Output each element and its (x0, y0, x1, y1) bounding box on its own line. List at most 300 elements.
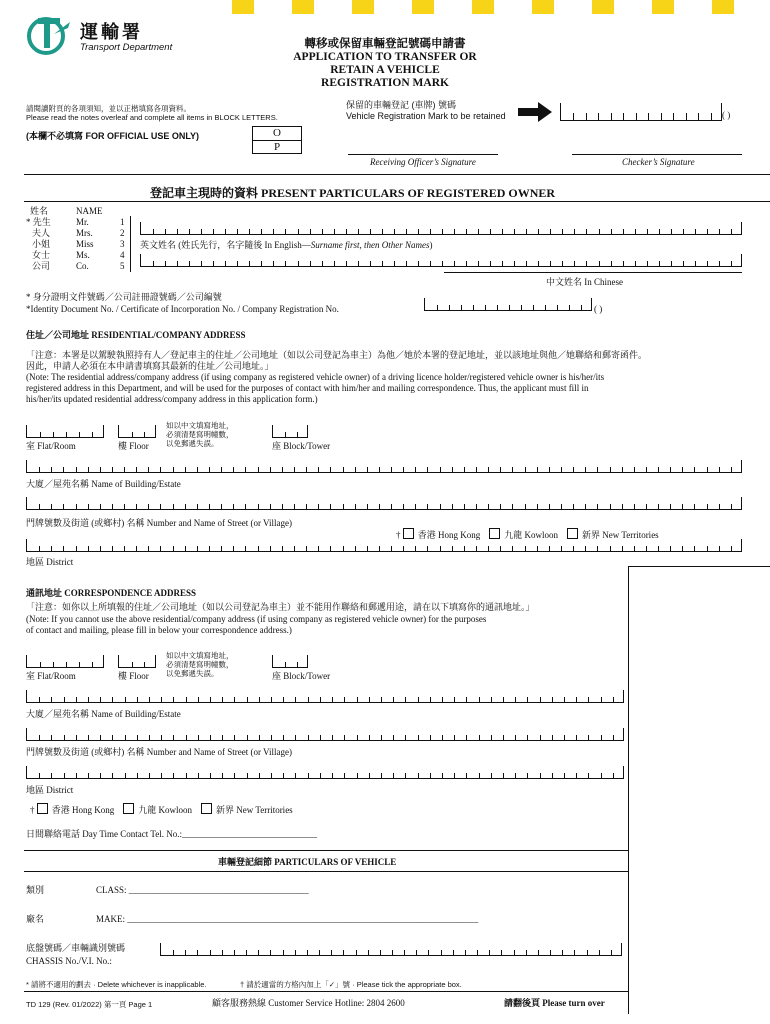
cell-tick (658, 504, 659, 509)
cell-tick (415, 504, 416, 509)
cell-tick (601, 773, 602, 778)
cell-tick (731, 229, 732, 234)
cell-tick (514, 229, 515, 234)
cell-tick (479, 773, 480, 778)
cell-tick (623, 113, 624, 120)
cell-tick (661, 113, 662, 120)
cell-tick (647, 229, 648, 234)
cell-tick (478, 229, 479, 234)
cell-tick (588, 735, 589, 740)
receiving-signature-line[interactable] (348, 154, 498, 155)
cell-tick (298, 229, 299, 234)
title-en[interactable]: Co. (76, 261, 89, 271)
cell-tick (234, 697, 235, 702)
cell-tick (719, 467, 720, 472)
cell-tick (585, 467, 586, 472)
cell-tick (173, 773, 174, 778)
cell-tick (222, 950, 223, 955)
official-use-box (252, 126, 302, 154)
cor-kowloon-label: 九龍 Kowloon (138, 805, 192, 815)
cell-tick (88, 773, 89, 778)
cell-tick (442, 229, 443, 234)
cell-tick (367, 546, 368, 551)
cell-tick (381, 697, 382, 702)
owner-heading-rule (24, 201, 770, 202)
cell-tick (646, 546, 647, 551)
cell-tick (403, 504, 404, 509)
cell-tick (694, 467, 695, 472)
cell-tick (39, 697, 40, 702)
cell-tick (599, 261, 600, 266)
cell-tick (282, 546, 283, 551)
cell-tick (369, 697, 370, 702)
cell-tick (634, 467, 635, 472)
cell-tick (173, 697, 174, 702)
cell-tick (318, 546, 319, 551)
cell-tick (538, 229, 539, 234)
cell-tick (234, 735, 235, 740)
cell-tick (39, 735, 40, 740)
checkbox-icon[interactable] (37, 803, 48, 814)
cell-tick (285, 261, 286, 266)
cell-tick (719, 546, 720, 551)
contact-tel-field[interactable]: 日間聯絡電話 Day Time Contact Tel. No.:______________________________ (26, 829, 317, 839)
cell-tick (501, 950, 502, 955)
cell-tick (707, 467, 708, 472)
cell-tick (225, 229, 226, 234)
cell-tick (464, 467, 465, 472)
cell-tick (88, 467, 89, 472)
checker-signature-line[interactable] (572, 154, 742, 155)
top-stripe (472, 0, 494, 14)
cell-tick (63, 467, 64, 472)
cell-tick (144, 662, 145, 667)
cell-tick (514, 261, 515, 266)
class-input[interactable]: CLASS: ________________________________________ (96, 885, 309, 895)
cell-tick (308, 697, 309, 702)
cell-tick (442, 697, 443, 702)
cell-tick (343, 504, 344, 509)
cell-tick (64, 697, 65, 702)
cell-tick (613, 697, 614, 702)
cell-tick (588, 773, 589, 778)
top-stripe (532, 0, 554, 14)
cell-tick (521, 305, 522, 310)
cell-tick (370, 229, 371, 234)
cell-tick (310, 229, 311, 234)
cell-tick (569, 305, 570, 310)
cell-tick (564, 773, 565, 778)
cell-tick (112, 467, 113, 472)
cell-tick (599, 950, 600, 955)
title-en[interactable]: Mr. (76, 217, 89, 227)
class-label-zh: 類別 (26, 885, 45, 895)
correspondence-note-en2: of contact and mailing, please fill in below your correspondence address.) (26, 625, 292, 635)
correspondence-note-zh: 「注意：如你以上所填報的住址／公司地址（如以公司登記為車主）並不能用作聯絡和郵遞用途，請在以下填寫你的通訊地址。」 (26, 602, 535, 612)
cell-tick (124, 546, 125, 551)
res-street-label: 門牌號數及街道 (或鄉村) 名稱 Number and Name of Street (or Village) (26, 518, 292, 528)
cell-tick (549, 467, 550, 472)
cell-tick (573, 467, 574, 472)
cell-tick (64, 735, 65, 740)
title-bracket (130, 216, 131, 272)
cell-tick (213, 229, 214, 234)
checkbox-icon[interactable] (489, 528, 500, 539)
checkbox-icon[interactable] (403, 528, 414, 539)
right-frame-top (628, 566, 770, 567)
cell-tick (53, 662, 54, 667)
cor-hint3: 以免郵遞失誤。 (166, 669, 219, 678)
cell-tick (185, 467, 186, 472)
cell-tick (698, 113, 699, 120)
cell-tick (112, 773, 113, 778)
cell-tick (658, 546, 659, 551)
cell-tick (610, 467, 611, 472)
cell-tick (502, 261, 503, 266)
top-stripe (412, 0, 434, 14)
res-street-input[interactable] (26, 497, 742, 510)
cell-tick (234, 773, 235, 778)
cell-tick (427, 546, 428, 551)
checkbox-icon[interactable] (567, 528, 578, 539)
cell-tick (491, 773, 492, 778)
cell-tick (711, 113, 712, 120)
title-zh: 轉移或保留車輛登記號碼申請書 (304, 38, 466, 50)
cell-tick (574, 229, 575, 234)
cell-tick (562, 229, 563, 234)
title-option (26, 250, 125, 261)
cor-floor-label: 樓 Floor (118, 671, 149, 681)
cor-hk-label: 香港 Hong Kong (51, 805, 115, 815)
cell-tick (479, 735, 480, 740)
cell-tick (197, 950, 198, 955)
cell-tick (394, 229, 395, 234)
footer-turn-over: 請翻後頁 Please turn over (504, 998, 605, 1008)
cell-tick (222, 773, 223, 778)
cell-tick (53, 432, 54, 437)
cor-district-input[interactable] (26, 766, 624, 779)
cell-tick (369, 773, 370, 778)
cell-tick (271, 773, 272, 778)
cell-tick (173, 950, 174, 955)
cell-tick (611, 113, 612, 120)
checkbox-icon[interactable] (201, 803, 212, 814)
make-input[interactable]: MAKE: ______________________________________________________________________________ (96, 914, 479, 924)
chinese-name-line[interactable] (444, 272, 742, 273)
cell-tick (149, 773, 150, 778)
cell-tick (418, 735, 419, 740)
cell-tick (261, 261, 262, 266)
english-name-input-row2[interactable] (140, 254, 742, 267)
cell-tick (491, 697, 492, 702)
cell-tick (112, 546, 113, 551)
cell-tick (209, 546, 210, 551)
cell-tick (160, 546, 161, 551)
cell-tick (233, 546, 234, 551)
cell-tick (557, 305, 558, 310)
title-en-line3: REGISTRATION MARK (321, 77, 449, 89)
cell-tick (283, 773, 284, 778)
cell-tick (454, 697, 455, 702)
instructions-zh: 請閱讀附頁的各項須知，並以正楷填寫各項資料。 (26, 104, 191, 113)
cell-tick (464, 504, 465, 509)
cor-hk-option[interactable] (37, 805, 115, 815)
cell-tick (320, 697, 321, 702)
cor-floor-input[interactable] (118, 655, 156, 668)
identity-number-input[interactable] (424, 298, 592, 311)
footer-rule (24, 991, 628, 992)
cell-tick (561, 504, 562, 509)
title-zh: 公司 (32, 261, 51, 271)
cell-tick (415, 467, 416, 472)
cell-tick (476, 467, 477, 472)
cell-tick (318, 467, 319, 472)
cell-tick (306, 504, 307, 509)
cell-tick (343, 467, 344, 472)
cell-tick (552, 735, 553, 740)
cell-tick (100, 735, 101, 740)
top-stripe (292, 0, 314, 14)
cell-tick (92, 662, 93, 667)
cell-tick (382, 261, 383, 266)
cell-tick (308, 773, 309, 778)
cell-tick (370, 261, 371, 266)
cell-tick (344, 773, 345, 778)
cell-tick (465, 950, 466, 955)
cell-tick (259, 735, 260, 740)
correspondence-heading: 通訊地址 CORRESPONDENCE ADDRESS (26, 588, 197, 598)
cell-tick (258, 950, 259, 955)
title-en[interactable]: Ms. (76, 250, 90, 260)
title-num: 5 (120, 261, 125, 271)
cell-tick (198, 773, 199, 778)
cell-tick (112, 697, 113, 702)
cell-tick (533, 305, 534, 310)
res-block-input[interactable] (272, 425, 308, 438)
top-stripe (352, 0, 374, 14)
cell-tick (161, 773, 162, 778)
cell-tick (160, 504, 161, 509)
cell-tick (273, 229, 274, 234)
cell-tick (500, 546, 501, 551)
cell-tick (403, 467, 404, 472)
cell-tick (393, 773, 394, 778)
cell-tick (222, 735, 223, 740)
cell-tick (330, 467, 331, 472)
cell-tick (537, 467, 538, 472)
cor-hint2: 必須清楚寫明幢數， (166, 660, 234, 669)
cell-tick (581, 305, 582, 310)
cell-tick (646, 504, 647, 509)
dagger: † (30, 805, 35, 815)
instructions-en: Please read the notes overleaf and complete all items in BLOCK LETTERS. (26, 113, 278, 122)
cell-tick (161, 697, 162, 702)
retained-mark-en: Vehicle Registration Mark to be retained (346, 111, 506, 121)
cell-tick (173, 735, 174, 740)
res-block-label: 座 Block/Tower (272, 441, 331, 451)
title-en[interactable]: Miss (76, 239, 94, 249)
cor-nt-option[interactable] (201, 805, 293, 815)
res-district-label: 地區 District (26, 557, 74, 567)
cell-tick (148, 504, 149, 509)
cell-tick (100, 504, 101, 509)
cell-tick (488, 546, 489, 551)
cell-tick (391, 546, 392, 551)
cell-tick (430, 735, 431, 740)
cell-tick (427, 504, 428, 509)
cell-tick (585, 504, 586, 509)
cell-tick (197, 504, 198, 509)
cell-tick (442, 735, 443, 740)
cell-tick (574, 261, 575, 266)
cell-tick (611, 229, 612, 234)
res-building-input[interactable] (26, 460, 742, 473)
title-option (26, 239, 125, 250)
cell-tick (552, 773, 553, 778)
name-en-header: NAME (76, 206, 103, 216)
cell-tick (601, 697, 602, 702)
cor-block-input[interactable] (272, 655, 308, 668)
cell-tick (318, 504, 319, 509)
cell-tick (294, 546, 295, 551)
cell-tick (270, 504, 271, 509)
cell-tick (719, 229, 720, 234)
res-district-input[interactable] (26, 539, 742, 552)
cell-tick (731, 546, 732, 551)
cell-tick (477, 950, 478, 955)
cell-tick (210, 950, 211, 955)
cell-tick (670, 546, 671, 551)
cell-tick (393, 697, 394, 702)
cell-tick (515, 735, 516, 740)
owner-section-heading: 登記車主現時的資料 PRESENT PARTICULARS OF REGISTERED OWNER (150, 186, 556, 200)
title-option (26, 228, 125, 239)
cell-tick (540, 773, 541, 778)
cell-tick (659, 229, 660, 234)
title-option (26, 261, 125, 272)
res-floor-input[interactable] (118, 425, 156, 438)
cell-tick (430, 773, 431, 778)
cell-tick (66, 662, 67, 667)
cell-tick (540, 735, 541, 740)
cell-tick (515, 697, 516, 702)
cell-tick (125, 735, 126, 740)
vehicle-heading: 車輛登記細節 PARTICULARS OF VEHICLE (218, 857, 397, 867)
res-kowloon-label: 九龍 Kowloon (504, 530, 558, 540)
cell-tick (76, 697, 77, 702)
cell-tick (246, 950, 247, 955)
cell-tick (51, 773, 52, 778)
cell-tick (294, 504, 295, 509)
res-floor-label: 樓 Floor (118, 441, 149, 451)
cell-tick (682, 546, 683, 551)
cell-tick (153, 229, 154, 234)
cell-tick (454, 229, 455, 234)
cell-tick (76, 773, 77, 778)
cell-tick (76, 735, 77, 740)
cell-tick (249, 261, 250, 266)
dept-name-en: Transport Department (80, 42, 173, 53)
cell-tick (369, 735, 370, 740)
cell-tick (285, 229, 286, 234)
cell-tick (622, 467, 623, 472)
cell-tick (598, 113, 599, 120)
cell-tick (525, 467, 526, 472)
cell-tick (259, 697, 260, 702)
res-flat-input[interactable] (26, 425, 104, 438)
cell-tick (51, 504, 52, 509)
cell-tick (707, 261, 708, 266)
cell-tick (198, 735, 199, 740)
cell-tick (538, 261, 539, 266)
cell-tick (391, 467, 392, 472)
cell-tick (51, 546, 52, 551)
cor-hint1: 如以中文填寫地址， (166, 651, 234, 660)
cell-tick (427, 467, 428, 472)
cor-street-input[interactable] (26, 728, 624, 741)
top-stripe (232, 0, 254, 14)
cor-building-input[interactable] (26, 690, 624, 703)
cell-tick (153, 261, 154, 266)
cell-tick (586, 113, 587, 120)
footer-form-code: TD 129 (Rev. 01/2022) 第一頁 Page 1 (26, 1000, 153, 1009)
cell-tick (283, 950, 284, 955)
cell-tick (233, 467, 234, 472)
cor-flat-input[interactable] (26, 655, 104, 668)
cell-tick (322, 229, 323, 234)
identity-label-zh: * 身分證明文件號碼／公司註冊證號碼／公司編號 (26, 292, 222, 302)
cor-building-label: 大廈／屋苑名稱 Name of Building/Estate (26, 709, 181, 719)
chassis-input[interactable] (160, 943, 622, 956)
cell-tick (453, 950, 454, 955)
cell-tick (415, 546, 416, 551)
name-zh-header: 姓名 (30, 206, 49, 216)
cell-tick (550, 229, 551, 234)
title-en[interactable]: Mrs. (76, 228, 93, 238)
cell-tick (367, 504, 368, 509)
cell-tick (209, 504, 210, 509)
cell-tick (478, 261, 479, 266)
cell-tick (79, 432, 80, 437)
residential-heading: 住址／公司地址 RESIDENTIAL/COMPANY ADDRESS (26, 330, 246, 340)
cor-kowloon-option[interactable] (123, 805, 192, 815)
cell-tick (358, 229, 359, 234)
cell-tick (125, 773, 126, 778)
cell-tick (564, 735, 565, 740)
cell-tick (454, 773, 455, 778)
cell-tick (355, 467, 356, 472)
english-name-input-row1[interactable] (140, 222, 742, 235)
cell-tick (344, 697, 345, 702)
vehicle-divider (24, 850, 628, 851)
cell-tick (623, 261, 624, 266)
cell-tick (63, 504, 64, 509)
cell-tick (186, 773, 187, 778)
arrow-right-icon (518, 102, 552, 122)
cell-tick (88, 504, 89, 509)
title-zh: * 先生 (26, 217, 51, 227)
cell-tick (330, 546, 331, 551)
cell-tick (320, 773, 321, 778)
cell-tick (213, 261, 214, 266)
cell-tick (406, 261, 407, 266)
checkbox-icon[interactable] (123, 803, 134, 814)
retained-mark-input[interactable] (560, 103, 722, 121)
cell-tick (500, 467, 501, 472)
cell-tick (695, 261, 696, 266)
res-hint1: 如以中文填寫地址， (166, 421, 234, 430)
cell-tick (613, 773, 614, 778)
